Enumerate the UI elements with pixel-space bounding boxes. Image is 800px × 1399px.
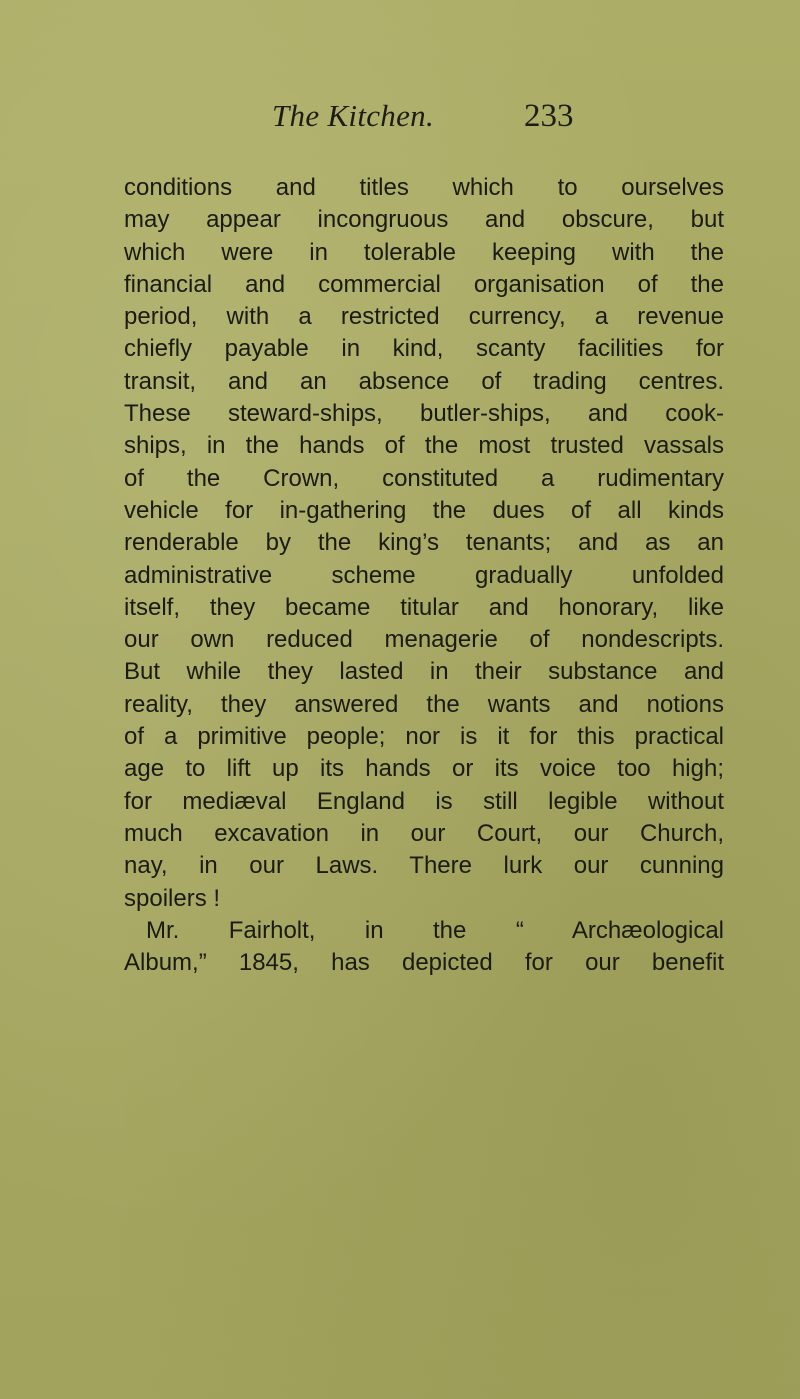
text-line: administrative scheme gradually unfolded (124, 561, 724, 589)
text-line: chiefly payable in kind, scanty facilities for (124, 335, 724, 363)
text-line: for mediæval England is still legible without (124, 787, 724, 815)
text-line: vehicle for in-gathering the dues of all kinds (124, 496, 724, 524)
text-line: transit, and an absence of trading centres. (124, 367, 724, 395)
text-line: itself, they became titular and honorary, like (124, 593, 724, 621)
text-line: financial and commercial organisation of the (124, 270, 724, 298)
page-number: 233 (524, 98, 574, 134)
text-line: reality, they answered the wants and notions (124, 690, 724, 718)
text-line: But while they lasted in their substance and (124, 658, 724, 686)
text-line: age to lift up its hands or its voice too high; (124, 755, 724, 783)
text-line: which were in tolerable keeping with the (124, 238, 724, 266)
text-line: conditions and titles which to ourselves (124, 174, 724, 201)
body-text (124, 172, 724, 979)
text-line: may appear incongruous and obscure, but (124, 206, 724, 234)
text-line: Mr. Fairholt, in the “ Archæological (146, 916, 724, 944)
text-line: of a primitive people; nor is it for this practical (124, 723, 724, 751)
text-line: nay, in our Laws. There lurk our cunning (124, 852, 724, 880)
text-line: of the Crown, constituted a rudimentary (124, 464, 724, 492)
text-line: ships, in the hands of the most trusted vassals (124, 432, 724, 460)
running-title: The Kitchen. (272, 98, 435, 133)
page-header (0, 96, 800, 146)
text-line: renderable by the king’s tenants; and as an (124, 529, 724, 557)
text-line: much excavation in our Court, our Church, (124, 819, 724, 847)
text-line: period, with a restricted currency, a revenue (124, 303, 724, 331)
text-line: These steward-ships, butler-ships, and cook- (124, 400, 724, 428)
text-line: Album,” 1845, has depicted for our benefit (124, 949, 724, 977)
text-line: spoilers ! (124, 884, 221, 912)
text-line: our own reduced menagerie of nondescripts. (124, 626, 724, 654)
